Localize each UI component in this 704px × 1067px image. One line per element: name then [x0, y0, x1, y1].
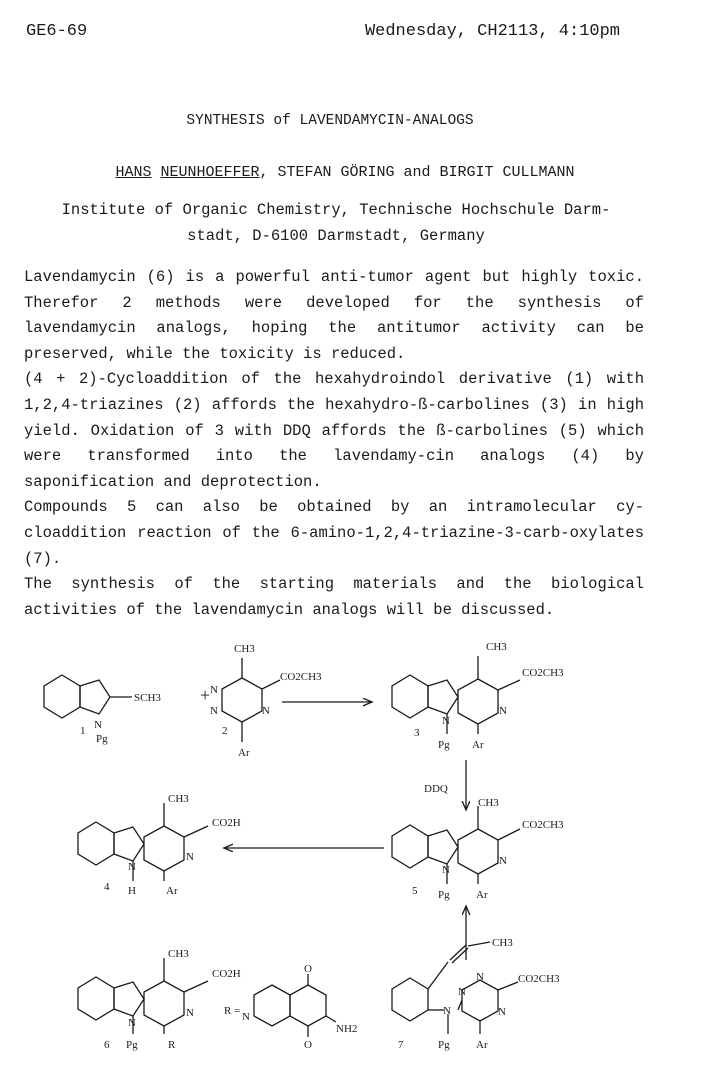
atom-n: N	[186, 851, 194, 863]
r-definition: R =	[224, 1005, 241, 1017]
protecting-group: Pg	[438, 1039, 450, 1051]
atom-n: N	[443, 1005, 451, 1017]
compound-number-4: 4	[104, 881, 110, 893]
compound-6-structure	[78, 958, 336, 1037]
abstract-paragraph: Compounds 5 can also be obtained by an intramolecular cy-cloaddition reaction of the 6-amino-1,2,4-triazine-3-carb-oxylates (7).	[24, 498, 644, 568]
aryl-group: Ar	[472, 739, 484, 751]
compound-number-7: 7	[398, 1039, 404, 1051]
atom-n: N	[210, 684, 218, 696]
reagent-label: DDQ	[424, 783, 448, 795]
compound-number-5: 5	[412, 885, 418, 897]
methyl-group: CH3	[168, 793, 189, 805]
compound-2-structure	[222, 658, 280, 742]
methyl-group: CH3	[486, 641, 507, 653]
plus-sign: +	[200, 685, 211, 705]
methyl-group: CH3	[478, 797, 499, 809]
compound-3-structure	[392, 656, 520, 734]
abstract-paragraph: The synthesis of the starting materials and the biological activities of the lavendamycin analogs will be discussed.	[24, 575, 644, 619]
protecting-group: Pg	[96, 733, 108, 745]
thio-group: SCH3	[134, 692, 161, 704]
atom-n: N	[94, 719, 102, 731]
methyl-group: CH3	[168, 948, 189, 960]
affiliation-line-1: Institute of Organic Chemistry, Technische Hochschule Darm-	[61, 201, 611, 219]
presenting-author-first: HANS	[115, 164, 152, 181]
atom-n: N	[262, 705, 270, 717]
oxygen-label: O	[304, 963, 312, 975]
acid-group: CO2H	[212, 968, 241, 980]
methyl-group: CH3	[234, 643, 255, 655]
atom-n: N	[442, 864, 450, 876]
ester-group: CO2CH3	[518, 973, 560, 985]
ester-group: CO2CH3	[522, 667, 564, 679]
atom-n: N	[498, 1006, 506, 1018]
session-code: GE6-69	[26, 22, 88, 41]
abstract-body	[24, 265, 644, 623]
compound-number-3: 3	[414, 727, 420, 739]
aryl-group: Ar	[476, 1039, 488, 1051]
compound-5-structure	[392, 806, 520, 884]
methyl-group: CH3	[492, 937, 513, 949]
residue-label: R	[168, 1039, 176, 1051]
atom-n: N	[476, 971, 484, 983]
acid-group: CO2H	[212, 817, 241, 829]
compound-number-1: 1	[80, 725, 86, 737]
hydrogen-label: H	[128, 885, 136, 897]
protecting-group: Pg	[126, 1039, 138, 1051]
amine-group: NH2	[336, 1023, 358, 1035]
atom-n: N	[499, 855, 507, 867]
compound-1-structure	[44, 675, 132, 718]
aryl-group: Ar	[166, 885, 178, 897]
abstract-paragraph: (4 + 2)-Cycloaddition of the hexahydroindol derivative (1) with 1,2,4-triazines (2) affords the hexahydro-ß-carbolines (3) in high yield. Oxidation of 3 with DDQ affords the ß-carbolines (5) which were transformed into the lavendamy-cin analogs (4) by saponification and deprotection.	[24, 370, 644, 491]
atom-n: N	[128, 1017, 136, 1029]
aryl-group: Ar	[476, 889, 488, 901]
atom-n: N	[242, 1011, 250, 1023]
compound-number-2: 2	[222, 725, 228, 737]
compound-number-6: 6	[104, 1039, 110, 1051]
atom-n: N	[210, 705, 218, 717]
presenting-author-last: NEUNHOEFFER	[160, 164, 260, 181]
compound-7-structure	[392, 942, 518, 1034]
protecting-group: Pg	[438, 889, 450, 901]
author-line	[0, 164, 690, 181]
session-info: Wednesday, CH2113, 4:10pm	[364, 22, 620, 41]
affiliation	[20, 197, 652, 249]
aryl-group: Ar	[238, 747, 250, 759]
atom-n: N	[128, 861, 136, 873]
atom-n: N	[442, 715, 450, 727]
compound-4-structure	[78, 803, 208, 881]
atom-n: N	[186, 1007, 194, 1019]
reaction-scheme	[0, 630, 704, 1067]
paper-title: SYNTHESIS of LAVENDAMYCIN-ANALOGS	[186, 113, 474, 129]
oxygen-label: O	[304, 1039, 312, 1051]
abstract-paragraph: Lavendamycin (6) is a powerful anti-tumor agent but highly toxic. Therefor 2 methods were developed for the synthesis of lavendamycin analogs, hoping the antitumor activity can be preserved, while the toxicity is reduced.	[24, 268, 644, 363]
atom-n: N	[458, 986, 466, 998]
atom-n: N	[499, 705, 507, 717]
protecting-group: Pg	[438, 739, 450, 751]
ester-group: CO2CH3	[280, 671, 322, 683]
ester-group: CO2CH3	[522, 819, 564, 831]
co-authors: , STEFAN GÖRING and BIRGIT CULLMANN	[259, 164, 575, 181]
affiliation-line-2: stadt, D-6100 Darmstadt, Germany	[187, 227, 485, 245]
